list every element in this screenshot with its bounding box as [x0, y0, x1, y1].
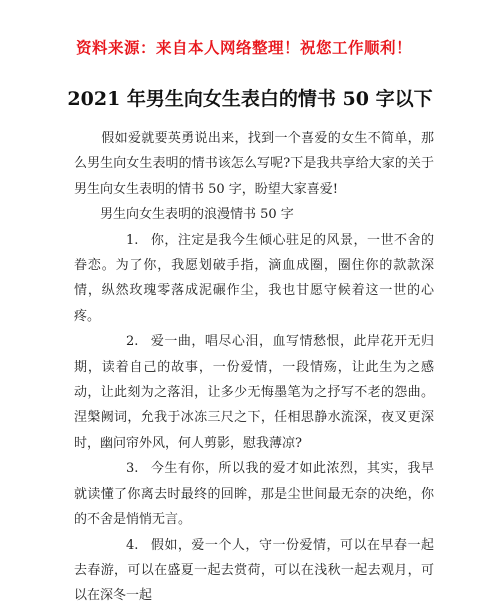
list-item-text: 你，注定是我今生倾心驻足的风景，一世不舍的眷恋。为了你，我愿划破手指，滴血成圈，圈住你的款款深情，纵然玫瑰零落成泥碾作尘，我也甘愿守候着这一世的心疼。 [74, 232, 434, 324]
list-item-number: 2. [126, 334, 139, 350]
list-item [74, 228, 434, 330]
list-item-text: 爱一曲，唱尽心泪，血写情愁恨，此岸花开无归期，读着自己的故事，一份爱情，一段情殇，让此生为之感动，让此刻为之落泪，让多少无悔墨笔为之抒写不老的怨曲。涅槃阙词，允我于冰冻三尺之下，任相思静水流深，夜叉更深时，幽问帘外风，何人剪影，慰我薄凉? [74, 334, 434, 451]
list-item-number: 3. [126, 461, 139, 477]
source-note: 资料来源：来自本人网络整理！祝您工作顺利！ [76, 38, 413, 57]
list-item-number: 1. [126, 232, 139, 248]
document-title: 2021 年男生向女生表白的情书 50 字以下 [67, 88, 433, 110]
intro-paragraph: 假如爱就要英勇说出来，找到一个喜爱的女生不简单，那么男生向女生表明的情书该怎么写呢?下是我共享给大家的关于男生向女生表明的情书 50 字，盼望大家喜爱! [74, 131, 434, 197]
document-body [74, 126, 434, 609]
list-item-number: 4. [126, 537, 139, 553]
list-item [74, 329, 434, 456]
section-subheading: 男生向女生表明的浪漫情书 50 字 [100, 207, 294, 223]
list-item [74, 456, 434, 532]
list-item-text: 今生有你，所以我的爱才如此浓烈，其实，我早就读懂了你离去时最终的回眸，那是尘世间最无奈的决绝，你的不舍是悄悄无言。 [74, 461, 434, 528]
list-item-text: 假如，爱一个人，守一份爱情，可以在早春一起去春游，可以在盛夏一起去赏荷，可以在浅秋一起去观月，可以在深冬一起 [74, 537, 434, 604]
list-item [74, 533, 434, 609]
